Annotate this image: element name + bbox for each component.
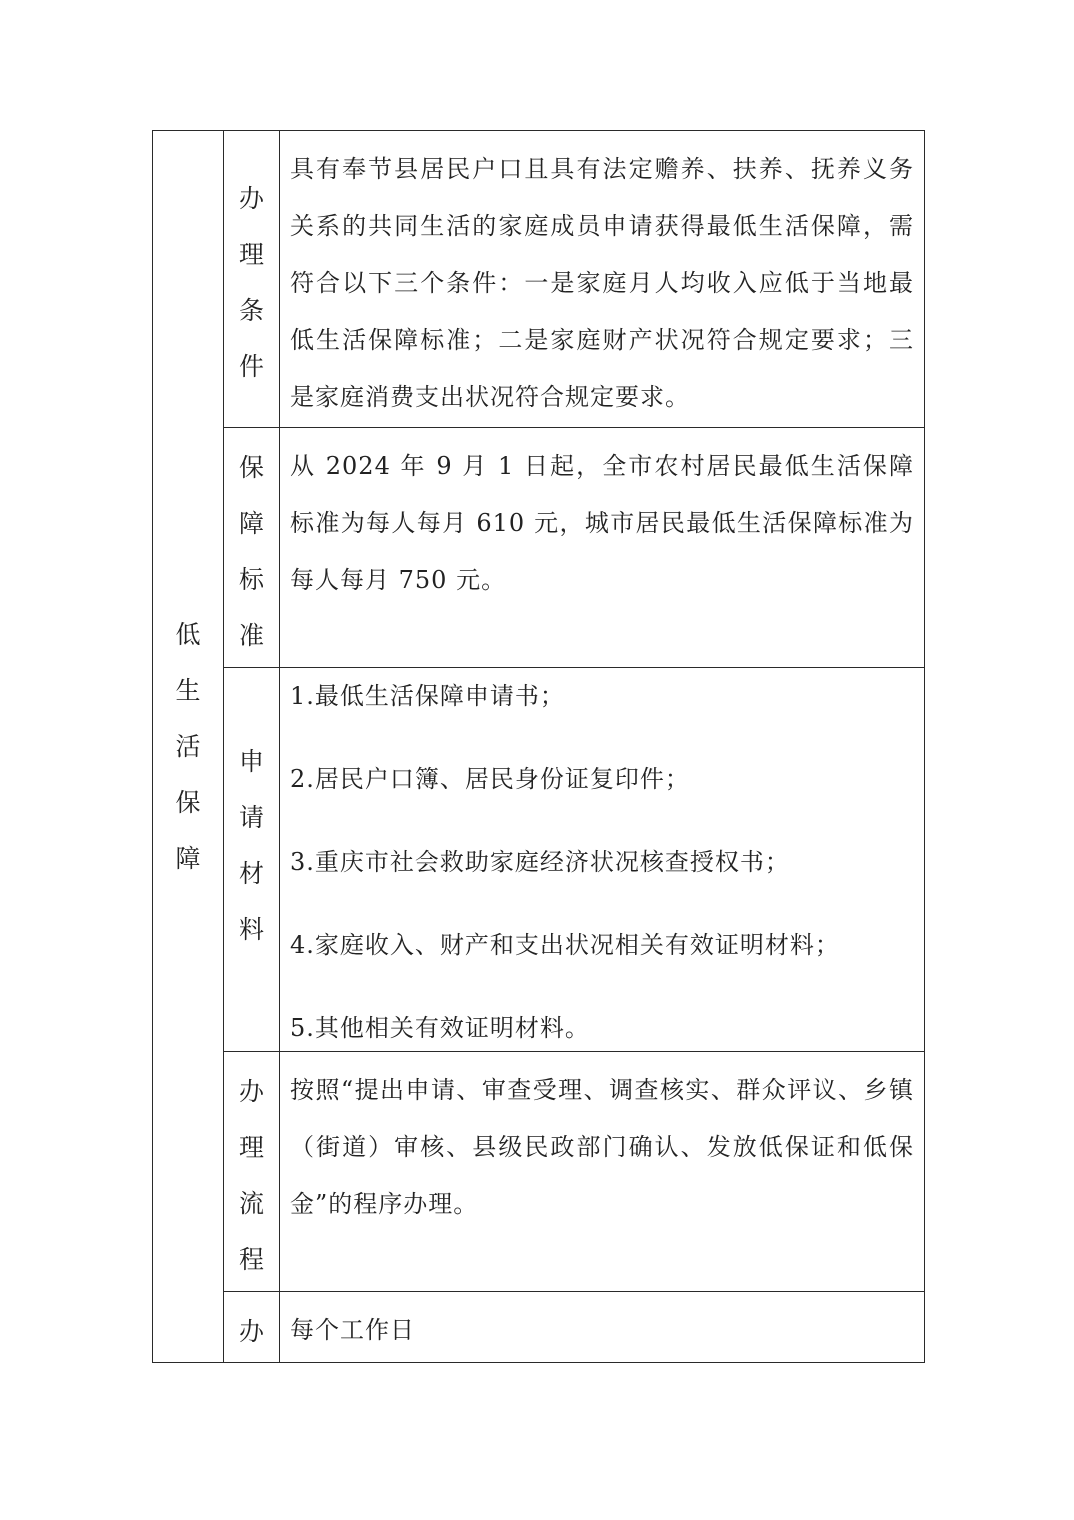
time-content: 每个工作日 [280, 1292, 925, 1363]
list-item: 2.居民户口簿、居民身份证复印件； [290, 765, 690, 793]
table-row [153, 668, 925, 1052]
row-label-standard: 保 障 标 准 [224, 428, 280, 668]
row-label-conditions: 办 理 条 件 [224, 131, 280, 428]
list-item: 3.重庆市社会救助家庭经济状况核查授权书； [290, 848, 790, 876]
standard-content: 从 2024 年 9 月 1 日起，全市农村居民最低生活保障标准为每人每月 610 元，城市居民最低生活保障标准为每人每月 750 元。 [280, 428, 925, 668]
materials-list [290, 682, 914, 1042]
welfare-info-table [152, 130, 925, 1363]
row-label-time: 办 [224, 1292, 280, 1363]
category-cell [153, 131, 224, 1363]
row-label-materials: 申 请 材 料 [224, 668, 280, 1052]
conditions-content: 具有奉节县居民户口且具有法定赡养、扶养、抚养义务关系的共同生活的家庭成员申请获得最低生活保障，需符合以下三个条件：一是家庭月人均收入应低于当地最低生活保障标准；二是家庭财产状况符合规定要求；三是家庭消费支出状况符合规定要求。 [280, 131, 925, 428]
list-item: 4.家庭收入、财产和支出状况相关有效证明材料； [290, 931, 840, 959]
table-row [153, 131, 925, 428]
table-row [153, 428, 925, 668]
table-row [153, 1052, 925, 1292]
table-row [153, 1292, 925, 1363]
list-item: 5.其他相关有效证明材料。 [290, 1014, 590, 1042]
process-content: 按照“提出申请、审查受理、调查核实、群众评议、乡镇（街道）审核、县级民政部门确认、发放低保证和低保金”的程序办理。 [280, 1052, 925, 1292]
materials-content [280, 668, 925, 1052]
category-label: 低 生 活 保 障 [175, 619, 201, 873]
row-label-process: 办 理 流 程 [224, 1052, 280, 1292]
list-item: 1.最低生活保障申请书； [290, 682, 565, 710]
